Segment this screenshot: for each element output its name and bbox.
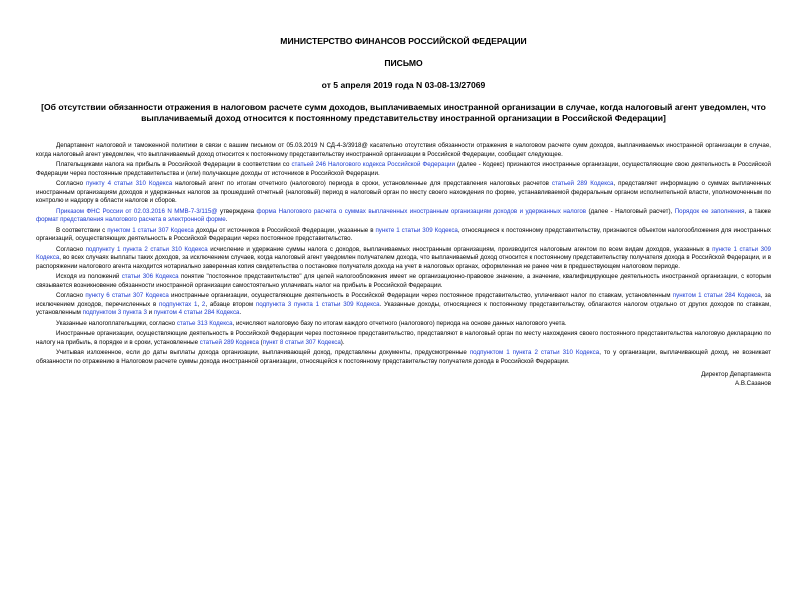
signature-name: А.В.Сазанов	[734, 380, 771, 388]
text: , исчисляют налоговую базу по итогам каждого отчетного (налогового) периода на основе данных налогового учета.	[232, 319, 567, 327]
text: утверждена	[217, 207, 257, 215]
text: Иностранные организации, осуществляющие деятельность в Российской Федерации через постоянное представительство, представляют в налоговый орган по месту нахождения своего постоянного представительства налоговую декларацию по налогу на прибыль, в порядке и в сроки, установленные	[36, 330, 771, 346]
text: Департамент налоговой и таможенной политики в связи с вашим письмом от 05.03.2019 N СД-4-3/3918@ касательно отсутствия обязанности отражения в налоговом расчете сумм доходов, выплачиваемых иностранной организации в случае, когда налоговый агент уведомлен, что выплачиваемый доход относится к постоянному представительству иностранной организации в Российской Федерации, сообщает следующее.	[36, 142, 771, 158]
paragraph-10	[36, 330, 771, 347]
link-article-307-p1[interactable]: пунктом 1 статьи 307 Кодекса	[107, 226, 194, 234]
link-article-310-p2-sp1[interactable]: подпунктом 1 пункта 2 статьи 310 Кодекса	[469, 349, 600, 357]
link-article-284-p3-sp3[interactable]: подпунктом 3 пункта 3	[82, 309, 147, 317]
link-subpoint-2[interactable]: 2	[201, 300, 206, 308]
link-electronic-format[interactable]: формат представления налогового расчета в электронной форме	[36, 216, 226, 224]
text: В соответствии с	[56, 226, 108, 234]
paragraph-9	[36, 320, 771, 329]
text: .	[225, 216, 228, 224]
link-article-284-p1[interactable]: пунктом 1 статьи 284 Кодекса	[672, 292, 761, 300]
paragraph-3	[36, 180, 771, 206]
text: Согласно	[56, 292, 86, 300]
text: исчисление и удержание суммы налога с доходов, выплачиваемых иностранным организациям, производится налоговым агентом по всем видам доходов, указанных в	[207, 245, 713, 253]
link-article-307-p8[interactable]: пункт 8 статьи 307 Кодекса	[262, 338, 341, 346]
paragraph-8	[36, 292, 771, 318]
paragraph-2	[36, 161, 771, 178]
document-type: ПИСЬМО	[384, 58, 423, 68]
text: Согласно	[56, 179, 86, 187]
signature-block	[36, 370, 771, 388]
text: ,	[197, 300, 202, 308]
text: , абзаце втором	[205, 300, 256, 308]
text: иностранные организации, осуществляющие деятельность в Российской Федерации через постоянное представительство, уплачивают налог по ставкам, установленным	[168, 292, 673, 300]
link-fill-procedure[interactable]: Порядок ее заполнения	[674, 207, 745, 215]
paragraph-4	[36, 208, 771, 225]
text: Указанные налогоплательщики, согласно	[56, 319, 177, 327]
paragraph-1	[36, 142, 771, 159]
document-subject: [Об отсутствии обязанности отражения в налоговом расчете сумм доходов, выплачиваемых иностранной организации в случае, когда налоговый агент уведомлен, что выплачиваемый доход относится к постоянному представительству иностранной организации в Российской Федерации]	[41, 102, 766, 123]
text: понятие "постоянное представительство" для целей налогообложения имеет не организационно-правовое значение, а значение, квалифицирующее деятельность иностранной организации, с которым связывается возникновение обязанности иностранной организации самостоятельно уплачивать налог на прибыль в Российской Федерации.	[36, 273, 771, 289]
link-article-284-p4[interactable]: пунктом 4 статьи 284 Кодекса	[153, 309, 240, 317]
text: (далее - Кодекс) признаются иностранные организации, осуществляющие свою деятельность в Российской Федерации через постоянные представительства и (или) получающие доходы от источников в Российской Федерации.	[36, 160, 772, 177]
text: , за исключением доходов, перечисленных в	[36, 292, 771, 308]
text: ).	[340, 338, 345, 346]
text: налоговый агент по итогам отчетного (налогового) периода в сроки, установленные для представления налоговых расчетов	[172, 179, 552, 187]
text: . Указанные доходы, относящиеся к постоянному представительству, облагаются налогом отдельно от других доходов по ставкам, установленным	[36, 300, 771, 317]
document-body	[36, 142, 771, 366]
text: , относящиеся к постоянному представительству, признаются объектом налогообложения для иностранных организаций, осуществляющих деятельность в Российской Федерации через постоянное представительство.	[36, 226, 771, 243]
text: и	[146, 309, 154, 317]
document-date-number: от 5 апреля 2019 года N 03-08-13/27069	[321, 80, 486, 90]
link-article-306[interactable]: статьи 306 Кодекса	[121, 273, 179, 281]
text: (далее - Налоговый расчет),	[586, 207, 675, 215]
paragraph-7	[36, 273, 771, 290]
text: Согласно	[56, 245, 86, 253]
text: Исходя из положений	[56, 273, 122, 281]
text: доходы от источников в Российской Федерации, указанные в	[193, 226, 376, 234]
paragraph-5	[36, 227, 771, 244]
paragraph-11	[36, 349, 771, 366]
link-tax-calc-form[interactable]: форма Налогового расчета о суммах выплаченных иностранным организациям доходов и удержанных налогов	[256, 207, 587, 215]
link-article-309-p1[interactable]: пункте 1 статьи 309 Кодекса	[36, 245, 771, 262]
paragraph-6	[36, 246, 771, 272]
document-page	[0, 36, 807, 607]
link-article-310-p2-sp1[interactable]: подпункту 1 пункта 2 статьи 310 Кодекса	[85, 245, 208, 253]
text: , то у организации, выплачивающей доход, не возникает обязанности по отражению в Налоговом расчете суммы дохода иностранной организации, относящейся к постоянному представительству получателя дохода в Российской Федерации.	[36, 349, 772, 365]
link-fns-order[interactable]: Приказом ФНС России от 02.03.2016 N ММВ-7-3/115@	[56, 207, 218, 215]
text: .	[239, 309, 242, 317]
link-article-307-p6[interactable]: пункту 6 статьи 307 Кодекса	[85, 292, 169, 300]
text: , представляет информацию о суммах выплаченных иностранным организациям доходов и удержанных налогов за прошедший отчетный (налоговый) период в налоговый орган по месту своего нахождения по форме, устанавливаемой федеральным органом исполнительной власти, уполномоченным по контролю и надзору в области налогов и сборов.	[36, 179, 771, 205]
text: Плательщиками налога на прибыль в Российской Федерации в соответствии со	[56, 160, 292, 168]
link-article-246[interactable]: статьей 246 Налогового кодекса Российской Федерации	[291, 160, 455, 168]
text: Учитывая изложенное, если до даты выплаты дохода организации, выплачивающей доход, представлены документы, предусмотренные	[56, 349, 470, 357]
link-article-289[interactable]: статьей 289 Кодекса	[199, 338, 259, 346]
signature-position: Директор Департамента	[701, 371, 771, 379]
link-article-309-sp3[interactable]: подпункта 3 пункта 1 статьи 309 Кодекса	[255, 300, 380, 308]
text: , во всех случаях выплаты таких доходов, за исключением случаев, когда налоговый агент уведомлен получателем дохода, что выплачиваемый доход относится к постоянному представительству получателя дохода в Российской Федерации, и в распоряжении налогового агента находится нотариально заверенная копия свидетельства о постановке получателя дохода на учет в налоговых органах, оформленная не ранее чем в предшествующем налоговом периоде.	[36, 254, 771, 270]
link-article-289[interactable]: статьей 289 Кодекса	[551, 179, 614, 187]
ministry-title: МИНИСТЕРСТВО ФИНАНСОВ РОССИЙСКОЙ ФЕДЕРАЦИИ	[280, 36, 527, 46]
text: (	[258, 338, 263, 346]
text: , а также	[744, 207, 771, 215]
link-subpoint-1[interactable]: подпунктах 1	[159, 300, 198, 308]
link-article-313[interactable]: статье 313 Кодекса	[176, 319, 233, 327]
link-article-309-p1[interactable]: пункте 1 статьи 309 Кодекса	[375, 226, 458, 234]
link-article-310-p4[interactable]: пункту 4 статьи 310 Кодекса	[85, 179, 173, 187]
